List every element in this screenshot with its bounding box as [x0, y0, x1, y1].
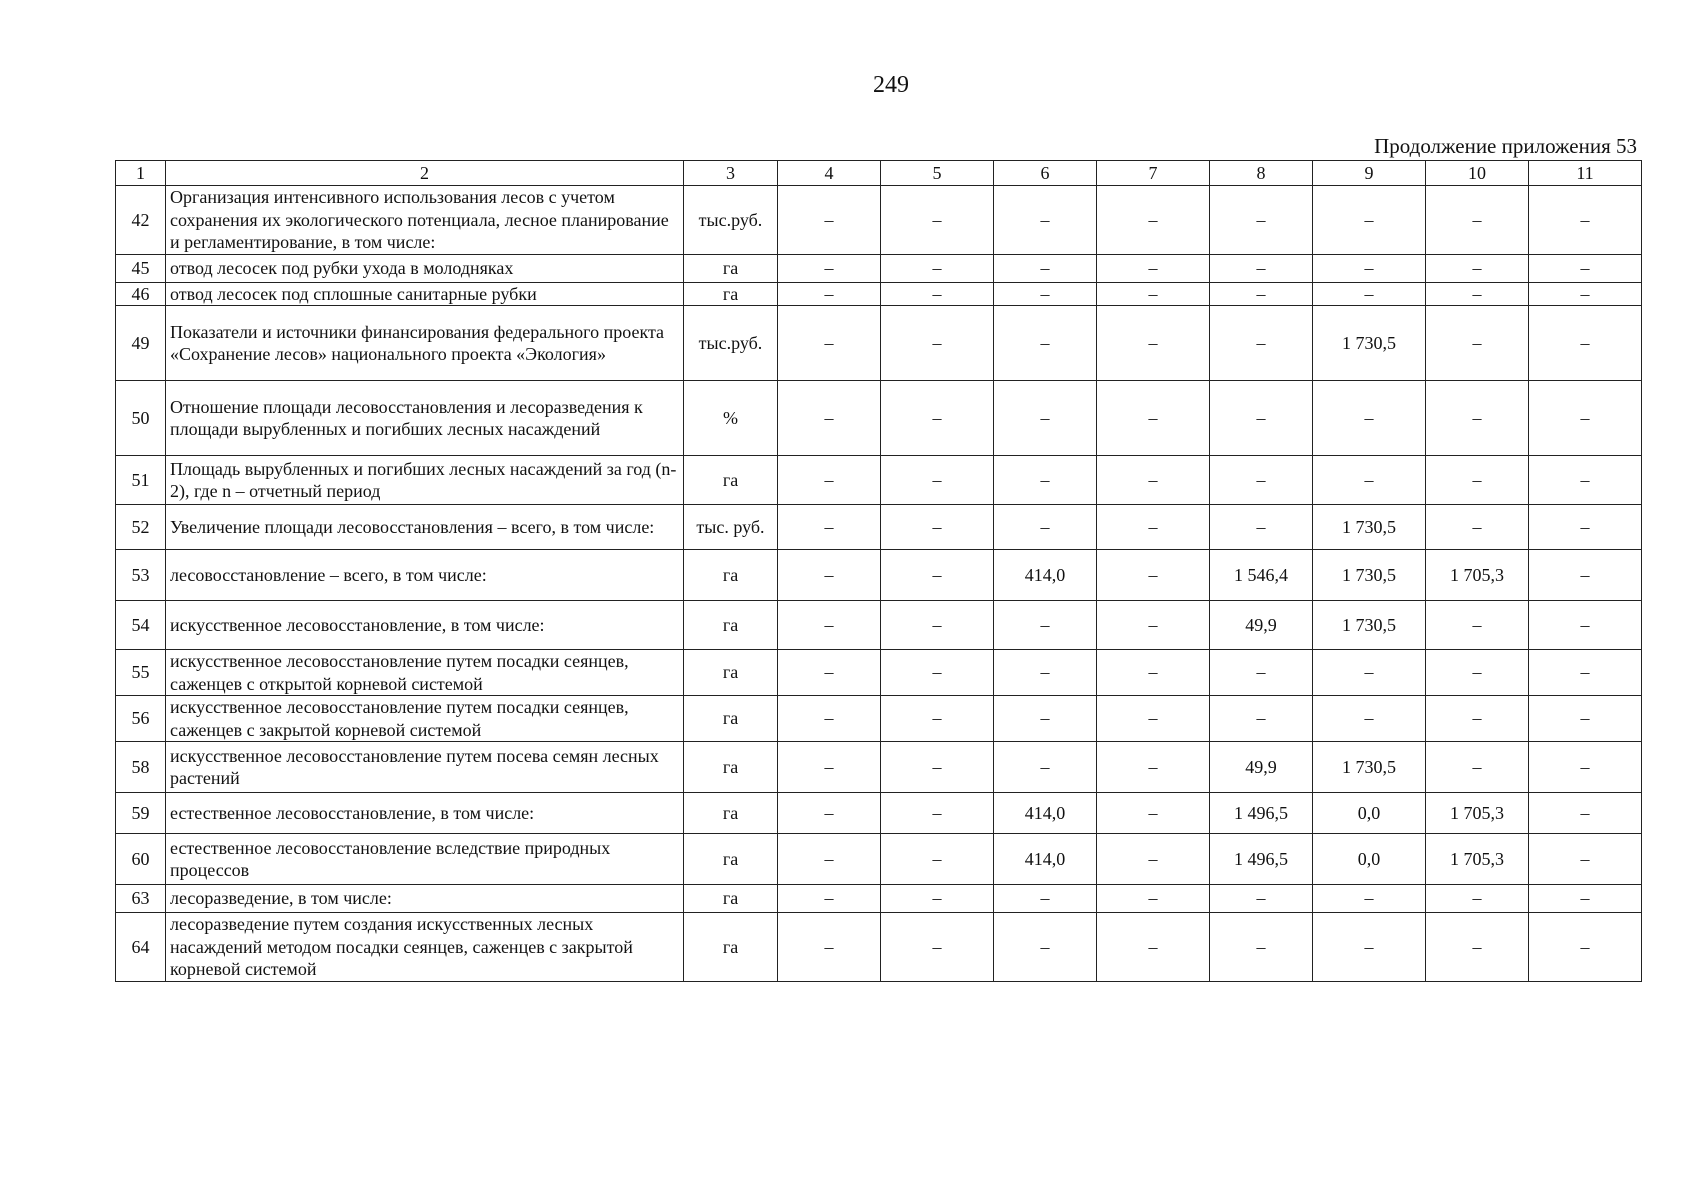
value-cell: –	[1313, 650, 1426, 696]
value-cell: –	[1426, 186, 1529, 255]
value-cell: –	[994, 650, 1097, 696]
value-cell: –	[1210, 505, 1313, 550]
value-cell: –	[881, 254, 994, 282]
value-cell: –	[778, 505, 881, 550]
value-cell: –	[1313, 913, 1426, 982]
indicator-name: искусственное лесовосстановление путем посева семян лесных растений	[166, 742, 684, 793]
table-row	[116, 601, 1642, 650]
value-cell: –	[1210, 254, 1313, 282]
indicator-name: Организация интенсивного использования лесов с учетом сохранения их экологического потенциала, лесное планирование и регламентирование, в том числе:	[166, 186, 684, 255]
column-header: 6	[994, 161, 1097, 186]
value-cell: –	[1529, 793, 1642, 834]
table-row	[116, 885, 1642, 913]
unit-cell: га	[684, 913, 778, 982]
value-cell: 414,0	[994, 793, 1097, 834]
value-cell: –	[881, 696, 994, 742]
value-cell: –	[881, 793, 994, 834]
indicator-name: искусственное лесовосстановление путем посадки сеянцев, саженцев с закрытой корневой системой	[166, 696, 684, 742]
value-cell: –	[994, 306, 1097, 381]
value-cell: –	[881, 601, 994, 650]
value-cell: –	[778, 306, 881, 381]
row-number: 59	[116, 793, 166, 834]
value-cell: –	[881, 186, 994, 255]
value-cell: –	[1313, 696, 1426, 742]
value-cell: –	[1097, 550, 1210, 601]
table-row	[116, 306, 1642, 381]
data-table	[115, 160, 1642, 982]
value-cell: –	[1210, 885, 1313, 913]
value-cell: –	[1097, 282, 1210, 306]
unit-cell: тыс. руб.	[684, 505, 778, 550]
value-cell: –	[1426, 456, 1529, 505]
value-cell: –	[1426, 306, 1529, 381]
unit-cell: тыс.руб.	[684, 186, 778, 255]
value-cell: –	[1097, 306, 1210, 381]
table-row	[116, 186, 1642, 255]
value-cell: –	[1210, 381, 1313, 456]
value-cell: –	[1097, 254, 1210, 282]
value-cell: –	[1313, 456, 1426, 505]
value-cell: –	[1097, 505, 1210, 550]
value-cell: –	[1313, 381, 1426, 456]
value-cell: –	[1097, 650, 1210, 696]
row-number: 52	[116, 505, 166, 550]
value-cell: –	[1529, 456, 1642, 505]
value-cell: –	[1426, 601, 1529, 650]
value-cell: –	[1210, 696, 1313, 742]
value-cell: 1 705,3	[1426, 793, 1529, 834]
table-row	[116, 742, 1642, 793]
value-cell: –	[1210, 282, 1313, 306]
row-number: 42	[116, 186, 166, 255]
row-number: 53	[116, 550, 166, 601]
value-cell: –	[1529, 834, 1642, 885]
value-cell: –	[778, 601, 881, 650]
value-cell: –	[1529, 601, 1642, 650]
value-cell: –	[778, 793, 881, 834]
value-cell: –	[1313, 254, 1426, 282]
value-cell: –	[1426, 381, 1529, 456]
value-cell: –	[1529, 505, 1642, 550]
table-row	[116, 793, 1642, 834]
value-cell: –	[1097, 696, 1210, 742]
value-cell: –	[1210, 456, 1313, 505]
column-header: 2	[166, 161, 684, 186]
table-row	[116, 550, 1642, 601]
indicator-name: естественное лесовосстановление, в том числе:	[166, 793, 684, 834]
column-header: 1	[116, 161, 166, 186]
row-number: 58	[116, 742, 166, 793]
value-cell: –	[1529, 650, 1642, 696]
value-cell: –	[881, 650, 994, 696]
value-cell: 1 730,5	[1313, 601, 1426, 650]
row-number: 46	[116, 282, 166, 306]
row-number: 60	[116, 834, 166, 885]
value-cell: 1 730,5	[1313, 306, 1426, 381]
indicator-name: лесовосстановление – всего, в том числе:	[166, 550, 684, 601]
column-header: 9	[1313, 161, 1426, 186]
value-cell: –	[778, 913, 881, 982]
unit-cell: га	[684, 742, 778, 793]
row-number: 45	[116, 254, 166, 282]
value-cell: –	[1529, 381, 1642, 456]
value-cell: –	[778, 456, 881, 505]
value-cell: –	[1529, 550, 1642, 601]
value-cell: –	[994, 282, 1097, 306]
value-cell: –	[1210, 306, 1313, 381]
value-cell: –	[881, 742, 994, 793]
indicator-name: Показатели и источники финансирования федерального проекта «Сохранение лесов» национального проекта «Экология»	[166, 306, 684, 381]
value-cell: –	[881, 913, 994, 982]
value-cell: –	[1426, 696, 1529, 742]
value-cell: –	[778, 282, 881, 306]
value-cell: 1 705,3	[1426, 834, 1529, 885]
value-cell: –	[881, 505, 994, 550]
value-cell: –	[1426, 505, 1529, 550]
value-cell: –	[1097, 834, 1210, 885]
value-cell: –	[994, 381, 1097, 456]
column-header: 7	[1097, 161, 1210, 186]
value-cell: 414,0	[994, 550, 1097, 601]
value-cell: –	[994, 505, 1097, 550]
value-cell: –	[1097, 456, 1210, 505]
unit-cell: га	[684, 550, 778, 601]
value-cell: –	[778, 885, 881, 913]
value-cell: –	[994, 601, 1097, 650]
value-cell: 0,0	[1313, 793, 1426, 834]
value-cell: –	[1097, 601, 1210, 650]
table-row	[116, 650, 1642, 696]
unit-cell: га	[684, 885, 778, 913]
indicator-name: отвод лесосек под рубки ухода в молодняках	[166, 254, 684, 282]
value-cell: –	[778, 381, 881, 456]
header-row	[116, 161, 1642, 186]
value-cell: 49,9	[1210, 601, 1313, 650]
value-cell: –	[1426, 254, 1529, 282]
row-number: 51	[116, 456, 166, 505]
value-cell: 1 705,3	[1426, 550, 1529, 601]
value-cell: –	[1529, 913, 1642, 982]
value-cell: –	[881, 550, 994, 601]
value-cell: –	[778, 254, 881, 282]
value-cell: –	[1529, 254, 1642, 282]
value-cell: –	[994, 696, 1097, 742]
indicator-name: искусственное лесовосстановление путем посадки сеянцев, саженцев с открытой корневой системой	[166, 650, 684, 696]
unit-cell: га	[684, 696, 778, 742]
value-cell: –	[778, 742, 881, 793]
table-row	[116, 381, 1642, 456]
column-header: 3	[684, 161, 778, 186]
unit-cell: га	[684, 793, 778, 834]
row-number: 54	[116, 601, 166, 650]
table-row	[116, 456, 1642, 505]
value-cell: 1 496,5	[1210, 793, 1313, 834]
column-header: 4	[778, 161, 881, 186]
value-cell: 1 730,5	[1313, 742, 1426, 793]
value-cell: –	[994, 913, 1097, 982]
unit-cell: %	[684, 381, 778, 456]
value-cell: –	[1313, 282, 1426, 306]
table-row	[116, 696, 1642, 742]
indicator-name: лесоразведение путем создания искусственных лесных насаждений методом посадки сеянцев, саженцев с закрытой корневой системой	[166, 913, 684, 982]
value-cell: –	[1210, 186, 1313, 255]
row-number: 64	[116, 913, 166, 982]
value-cell: –	[1313, 186, 1426, 255]
column-header: 5	[881, 161, 994, 186]
value-cell: –	[778, 834, 881, 885]
unit-cell: га	[684, 456, 778, 505]
unit-cell: тыс.руб.	[684, 306, 778, 381]
value-cell: –	[1097, 742, 1210, 793]
value-cell: –	[1210, 650, 1313, 696]
value-cell: –	[1529, 186, 1642, 255]
unit-cell: га	[684, 282, 778, 306]
value-cell: –	[778, 696, 881, 742]
value-cell: –	[1426, 650, 1529, 696]
value-cell: –	[881, 282, 994, 306]
value-cell: –	[1097, 186, 1210, 255]
value-cell: –	[994, 186, 1097, 255]
value-cell: –	[778, 186, 881, 255]
value-cell: –	[778, 650, 881, 696]
value-cell: 1 546,4	[1210, 550, 1313, 601]
value-cell: –	[1426, 913, 1529, 982]
table-row	[116, 505, 1642, 550]
value-cell: –	[994, 885, 1097, 913]
unit-cell: га	[684, 650, 778, 696]
value-cell: –	[994, 254, 1097, 282]
column-header: 8	[1210, 161, 1313, 186]
table-row	[116, 834, 1642, 885]
value-cell: –	[1426, 742, 1529, 793]
value-cell: –	[1097, 381, 1210, 456]
value-cell: –	[1529, 885, 1642, 913]
value-cell: –	[1529, 742, 1642, 793]
table-row	[116, 913, 1642, 982]
value-cell: –	[994, 456, 1097, 505]
value-cell: –	[994, 742, 1097, 793]
value-cell: 1 730,5	[1313, 505, 1426, 550]
value-cell: 49,9	[1210, 742, 1313, 793]
value-cell: 414,0	[994, 834, 1097, 885]
unit-cell: га	[684, 601, 778, 650]
indicator-name: лесоразведение, в том числе:	[166, 885, 684, 913]
value-cell: –	[1426, 885, 1529, 913]
indicator-name: отвод лесосек под сплошные санитарные рубки	[166, 282, 684, 306]
row-number: 50	[116, 381, 166, 456]
value-cell: –	[881, 885, 994, 913]
indicator-name: Увеличение площади лесовосстановления – всего, в том числе:	[166, 505, 684, 550]
indicator-name: искусственное лесовосстановление, в том числе:	[166, 601, 684, 650]
value-cell: –	[1097, 913, 1210, 982]
indicator-name: Площадь вырубленных и погибших лесных насаждений за год (n-2), где n – отчетный период	[166, 456, 684, 505]
value-cell: –	[1097, 885, 1210, 913]
column-header: 10	[1426, 161, 1529, 186]
value-cell: –	[1529, 696, 1642, 742]
row-number: 56	[116, 696, 166, 742]
row-number: 63	[116, 885, 166, 913]
value-cell: –	[881, 456, 994, 505]
unit-cell: га	[684, 834, 778, 885]
table-row	[116, 282, 1642, 306]
value-cell: 1 730,5	[1313, 550, 1426, 601]
value-cell: –	[1313, 885, 1426, 913]
appendix-continuation-note: Продолжение приложения 53	[1374, 134, 1637, 158]
row-number: 55	[116, 650, 166, 696]
unit-cell: га	[684, 254, 778, 282]
indicator-name: Отношение площади лесовосстановления и лесоразведения к площади вырубленных и погибших лесных насаждений	[166, 381, 684, 456]
value-cell: –	[1529, 306, 1642, 381]
column-header: 11	[1529, 161, 1642, 186]
value-cell: –	[778, 550, 881, 601]
value-cell: –	[1426, 282, 1529, 306]
value-cell: 1 496,5	[1210, 834, 1313, 885]
value-cell: 0,0	[1313, 834, 1426, 885]
page-number: 249	[873, 72, 909, 98]
value-cell: –	[881, 834, 994, 885]
table-row	[116, 254, 1642, 282]
value-cell: –	[1210, 913, 1313, 982]
value-cell: –	[881, 306, 994, 381]
indicator-name: естественное лесовосстановление вследствие природных процессов	[166, 834, 684, 885]
value-cell: –	[881, 381, 994, 456]
value-cell: –	[1097, 793, 1210, 834]
value-cell: –	[1529, 282, 1642, 306]
row-number: 49	[116, 306, 166, 381]
